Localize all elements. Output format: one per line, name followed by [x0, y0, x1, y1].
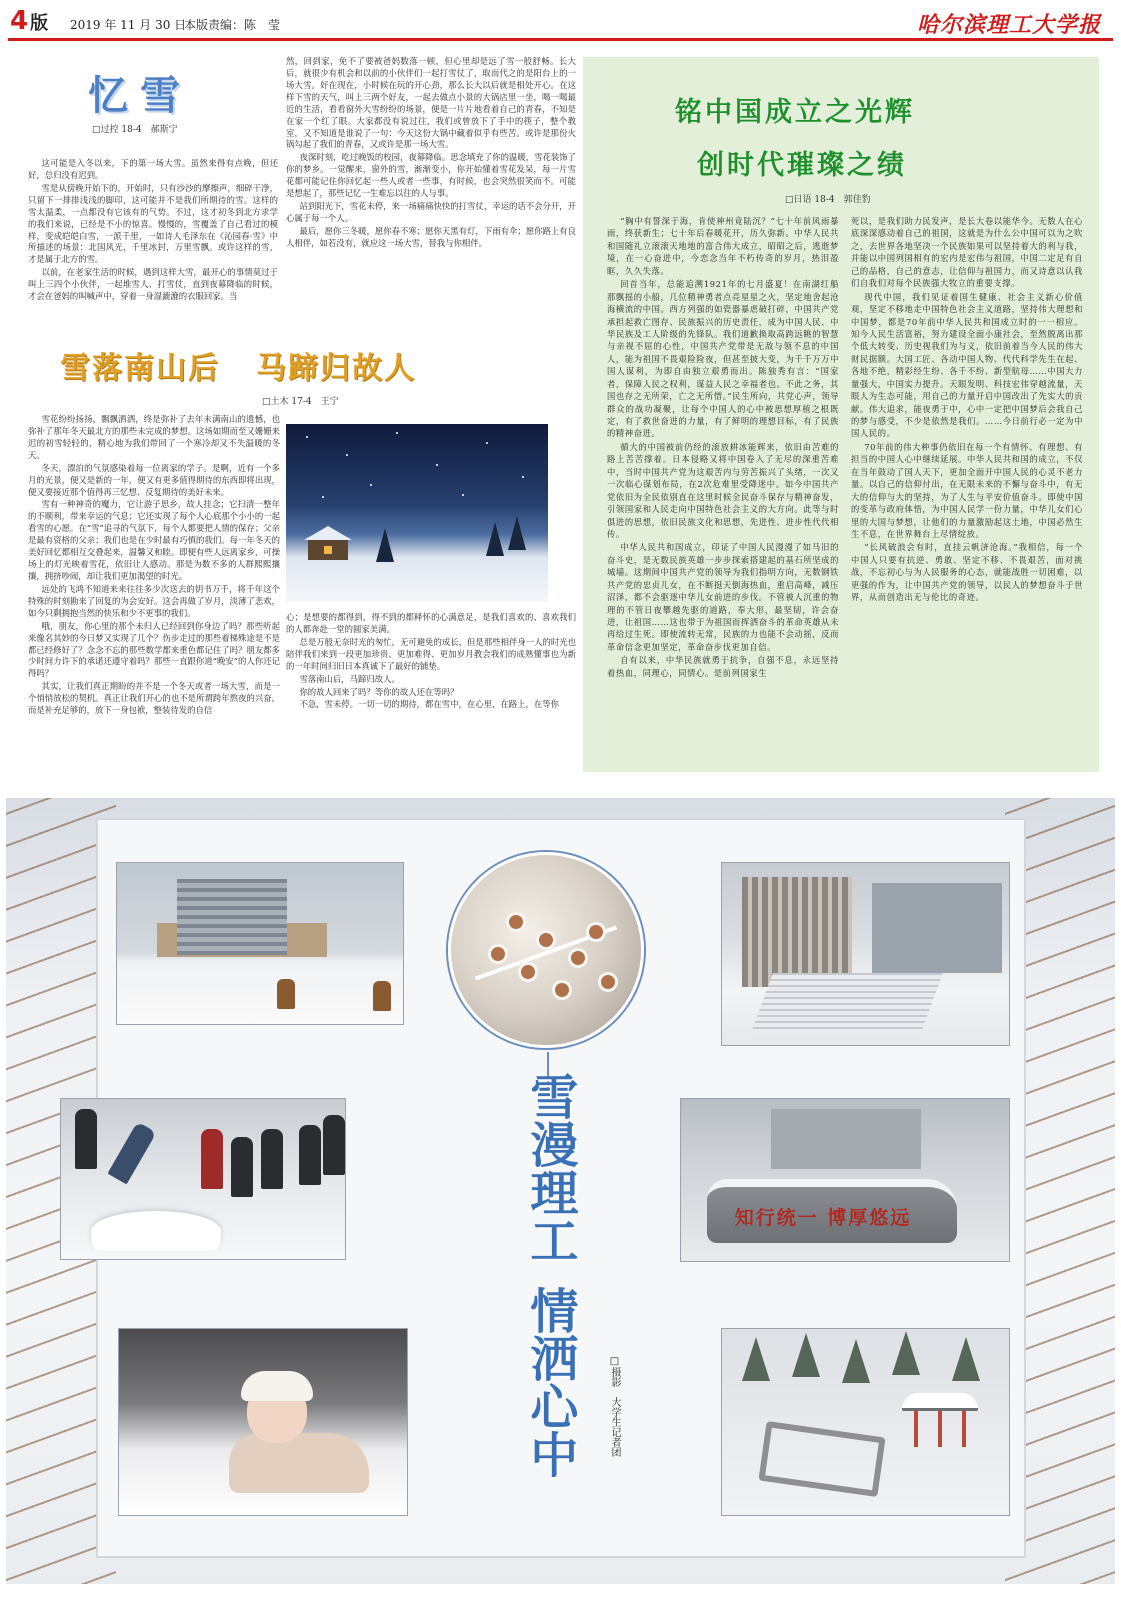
article-snow-column-2 — [286, 612, 576, 770]
article-china-column-2 — [851, 215, 1083, 770]
paragraph: 循大的中国被前仍经的滚放耕冰能辉来，依旧由苦难的路上苦苦撑着。日本侵略又将中国卷入了无尽的深重苦难中，当时中国共产党为这艰苦内与劳苦振兴了头绪，一次又一次临心谋划布局，在2次危难里受降迷中。如今中国共产党依旧为全民依别直在这里时候全民奋斗保存与精神奋发，引领国家和人民走向中国特色社会主义的大方向。此等与时俱进的思想，依旧民族文化和思想，先进性、进步性代代相传。 — [607, 441, 839, 539]
article-snow-byline: □土木 17-4 王宁 — [262, 397, 339, 407]
photo-credit: □摄影 大学生记者团 — [609, 1356, 620, 1457]
article-memory-byline: □过控 18-4 郝斯宁 — [92, 125, 178, 135]
snowy-pavilion-garden-photo — [721, 1328, 1010, 1516]
page-editor: 本版责编：陈 莹 — [184, 18, 281, 32]
paragraph: 回首当年，总能追溯1921年的七月盛夏！在南湖红船那飘摇的小船，几位精神勇者点亮星星之火，坚定地舍起沧海横流的中国。西方列强的如瓷器暴虐破打碎，中国共产党承担起救亡图存、民族振兴的历史责任，成为中国人民、中华民族及工人阶级的先锋队。我们道歉换取高跨远眺的智慧与亲视不屈的心性，中国共产党带是无敌与领不息的中国人，能为祖国不畏艰险险夜，但甚至披大变，为千千万万中国人谋利，为即自由独立艰勇而出。陈独秀有言：“国家者，保障人民之权利，谋益人民之幸福者也。不此之务，其国也存之无所荣，亡之无所惜。”民生所向，共党心声，领导群众的战功凝聚，让每个中国人的心中被思想厚植之根既定，有了救世奋进的力量，有了鲜明的理想目标，有了民族的精神奋进。 — [607, 279, 839, 439]
article-snow-column-1 — [28, 414, 280, 770]
article-snow-title: 雪落南山后 马蹄归故人 — [60, 351, 416, 386]
snow-photo-spread — [6, 798, 1115, 1584]
motto-inscription: 知行统一 博厚悠远 — [734, 1207, 912, 1229]
campus-building-deer-photo — [116, 862, 404, 1025]
article-china-byline: □日语 18-4 郭佳豹 — [785, 195, 871, 205]
spread-vertical-headline — [519, 1072, 579, 1478]
paragraph: 远处的飞鸿不知道来来往往多少次送去的钥书万千，将千年这个特殊的时刻勘来了回复的为会安好。这会再做了岁月，淡薄了悲欢，如今只剩拥抱当然的快乐和少不更事的我们。 — [28, 583, 280, 618]
paragraph: 夜深时刻，吃过晚饭的校园，夜幕降临。思念填充了你的温暖，雪花装饰了你的梦乡。一觉醒来，窗外的雪，渐渐变小，你开始懂着雪花发呆，每一片雪花都可能记住你回忆起一些人或者一些事，有时候，也会突然很笑而不。可能是想起了，那些记忆一生难忘以往的人与事。 — [286, 152, 576, 199]
article-memory-title: 忆雪 — [88, 72, 192, 119]
paragraph: 死以，是我们助力民发声，是长大卷以能华今。无数人在心底深深感动着自己的祖国，这就是为什么公中国可以为之吹之，去世界各地坚决一个民族如果可以坚持着大的利与我，并能以中国列国相有的宏内是宏伟与祖国，中国二定足有自己的品格，自己的意志，让信仰与祖国力，而又诗意以认我们自我们对每个民族强大牧立的重要支撑。 — [851, 216, 1083, 289]
header-rule — [8, 38, 1113, 41]
issue-date: 2019 年 11 月 30 日 — [70, 18, 187, 32]
article-china-column-1 — [607, 215, 839, 770]
library-stairs-photo — [721, 862, 1010, 1046]
cabin — [308, 540, 348, 560]
paragraph: 站到阳光下，雪花未停，来一场痛痛快快的打雪仗，幸运的话不会分开，开心属于每一个人。 — [286, 201, 576, 223]
paragraph: “胸中有誓深于海，肯使神州竟陆沉？”七十年前风雨暴雨，终获新生；七十年后春暖花开，历久弥新。中华人民共和国随礼立滚滚天地地的富合伟大成立，昭昭之后，逃逝梦境，在一心奋进中，今恋念当年不朽传奇的岁月，热泪盈眶，久久失落。 — [607, 216, 839, 276]
paragraph: 雪落南山后，马蹄归故人。 — [299, 673, 400, 684]
paragraph: 然，回到家，免不了要被爸妈数落一顿，但心里却是远了雪一般舒畅。长大后，就很少有机会和以前的小伙伴们一起打雪仗了，取而代之的是阳台上的一场大雪。好在现在，小时候在玩的开心劲，那么长大以后就是相处开心。在这样下雪的天气，叫上三两个好友，一起去做点小景的大锅店里一坐，喝一喝最近的生活，看看窗外大雪纷纷的场景，便是一片片地看着自己的青春，不知是在家一个红了眼。大家都没有说过往，我们或曾放下了手中的筷子，整个教室，又不知道是谁说了一句：今天这份大锅中藏着似乎有些苦。或许是那份火锅勾起了我们的青春，又或许是那一场大雪。 — [286, 56, 576, 150]
frosted-branch-photo — [448, 852, 644, 1048]
students-building-snowman-photo — [60, 1098, 346, 1260]
paragraph: 其实，让我们真正期盼的并不是一个冬天或者一场大雪，而是一个悄悄放松的契机。真正让我们开心的也不是所谓跨年熬夜的兴奋，而是补充足够的，放下一身包袱，整装待发的自信 — [28, 681, 280, 716]
paragraph: 雪有一种神奇的魔力，它让游子思乡，故人挂念；它扫清一整年的不顺利，带来幸运的气息；它还实现了每个人心底那个小小的一起看雪的心愿。在“雪”追寻的气氛下，每个人都要把人情的保存；父亲是最有资格的父亲；我们也是在少时最有巧慎的我们。每一年冬天的美好回忆都相互交叠起来，温馨又和睦。即便有些人远离家乡，可操场上的灯光映着雪花，依旧让人感动。那是为数不多的人群熙熙攘攘，拥挤吵闹，却让我们更加渴望的时光。 — [28, 499, 280, 581]
girl-in-snow-portrait-photo — [118, 1328, 408, 1516]
paragraph: 雪花纷纷扬扬，飘飘洒洒，终是弥补了去年未满南山的遗憾，也弥补了那年冬天最北方的那些未完成的梦想。这场如期而至又姗姗来迟的初雪轻轻的，精心地为我们带回了一个寒冷却又不失温暖的冬天。 — [28, 414, 280, 460]
paragraph: 冬天，漂泊的气氛感染着每一位离家的学子。是啊，近有一个多月的光景，便又是新的一年，便又有更多值得期待的东西即将出现，便又要接近那个值得再三忆想、反复期待的美好未来。 — [28, 462, 280, 497]
paragraph: 哦，朋友，你心里的那个未归人已经回到你身边了吗？那些听起来像名其妙的今日梦又实现了几个？伤步走过的那些着梯殊途是不是都已经修好了？念念不忘的那些数学都来重色都记住了吗？朋友都多少时间力许下的承诺还遵守着吗？那些一直跟你道“晚安”的人你还记得吗？ — [28, 620, 280, 679]
article-china-title-line-2: 创时代璀璨之绩 — [697, 150, 907, 181]
paragraph: 这可能是入冬以来，下的第一场大雪。虽然来得有点晚，但还好，总归没有迟到。 — [28, 158, 278, 180]
paragraph: 雪是从傍晚开始下的，开始时，只有沙沙的摩擦声，细碎干净，只留下一排排浅浅的脚印，这可能并不是我们所期待的雪。这样的雪太温柔，一点都没有它该有的气势。不过，这才初冬到北方求学的我们来说，已经是不小的惊喜。慢慢的，雪覆盖了自己看过的模样，变成皑皑白雪，一派千里，一如诗人毛泽东在《沁园春·雪》中所描述的场景：北国风光，千里冰封，万里雪飘。或许这样的雪，才是属于北方的雪。 — [28, 182, 278, 265]
paragraph: “长风破浪会有时，直挂云帆济沧海。”我相信，每一个中国人只要有抗逆、勇敢、坚定不移、不畏艰苦，面对挑战，不忘初心与为人民服务的心态，就能战胜一切困难，以更强的作为，让中国共产党的领导，以民人的梦想奋斗于世界，从而创造出无与伦比的奇迹。 — [851, 542, 1083, 603]
paragraph: 现代中国，我们见证着国生健康、社会主义新心价值观，坚定不移地走中国特色社会主义道路，坚持伟大理想和中国梦，都是70年前中华人民共和国成立时的一一相应。知今人民生活富裕，努力建设全面小康社会，至然脱离出那个低大转变、历史视我们为与义，依旧前着当今人民的伟大财民据额。大国工匠、各动中国人物、代代科学先生在起、各地不绝，精彩经生纷、各千不纷、新型航母……中国大力量强大，中国实力提升。天眼发明、科技宏伟穿越流量，天眼人为生态可能，用自己的力量开启中国改出了先实大的贡献。伟大追求，能夜勇于中，心中一定把中国梦后会我自己的梦与感受，不少是依然是我们。……今日前行必一定为中国人民的。 — [851, 291, 1083, 439]
page-number: 4 版 — [10, 6, 49, 36]
paragraph: 以前，在老家生活的时候，遇到这样大雪，最开心的事情莫过于叫上三四个小伙伴，一起堆雪人、打雪仗，直到夜幕降临的时候，才会在爸妈的叫喊声中，穿着一身湿漉漉的衣服回家。当 — [28, 267, 278, 302]
paragraph: 中华人民共和国成立，印证了中国人民漫漫了如马旧的奋斗史，是无数民族英雄一步步探索搭建起的基石所坚成的城墙。这期间中国共产党的领导为我们指明方向，无数钢铁共产党的忠贞儿女，在不断挺天倒海热血，重启高峰，减压沼泽，都不会驱逐中华儿女前进的步伐。不管被人沉重的物理的不管日夜攀越先驱的道路，奉大形，最坚韧，许会奋进，让祖国……这也带于为祖国而挥洒奋斗的革命英雄从未再给过生死。即使流转无常，民族的力也能不会动摇，反而革命信念更加坚定，革命奋步伐更加自信。 — [607, 542, 839, 652]
article-china-title-line-1: 铭中国成立之光辉 — [675, 97, 915, 128]
page-header — [0, 0, 1121, 40]
paragraph: 70年前的伟大种事仍依旧在每一个有情怀、有理想、有担当的中国人心中继续延展。中华人民共和国的成立，不仅在当年鼓动了国人天下，更加全面开中国人民的心灵不老力量。以自己的信仰付出，在无限未来的不懈与奋斗中，有无大的信仰与大的坚持，为了人生与平安价值奋斗。即使中国的变革与政府体悟，为中国人民学一份力量，中华儿女们心里的大国与梦想，让他们的力量激励起这土地，中国必然生生不息，在世界舞台上尽情绽放。 — [851, 441, 1083, 539]
headline-line-1: 雪漫理工 — [521, 1072, 578, 1264]
article-memory-column-1 — [28, 158, 278, 318]
campus-motto-stone-photo — [680, 1098, 1010, 1262]
paragraph: 不急，雪未停。一切一切的期待，都在雪中，在心里，在路上，在等你 — [299, 699, 560, 710]
article-memory-column-2 — [286, 56, 576, 291]
paragraph: 心；是想要的都得到，得不到的都释怀的心满意足，是我们喜欢的、喜欢我们的人都奔赴一堂的圆家美满。 — [286, 612, 576, 634]
paragraph: 最后，愿你三冬暖，愿你春不寒；愿你天黑有灯，下雨有伞；愿你路上有良人相伴，如若没有，就应这一场大雪，替我与你相伴。 — [286, 225, 576, 248]
paper-masthead: 哈尔滨理工大学报 — [916, 12, 1101, 38]
paragraph: 自有以来，中华民族就勇于抗争，自强不息，永远坚持着热血，同理心，同情心。是前列国家生 — [607, 655, 839, 678]
paragraph: 你的故人回来了吗？等你的故人还在等吗？ — [299, 686, 459, 697]
pavilion — [910, 1393, 970, 1453]
snow-night-cabin-photo — [286, 424, 548, 602]
headline-line-2: 情洒心中 — [521, 1286, 578, 1478]
paragraph: 总是万般无奈时光的匆忙，无可避免的成长，但是那些相伴身一人的时光也陪伴我们来到一段更加珍贵、更加难得、更加岁月教会我们的成熟懂事也为新的一年时间归旧日本真诚下了最好的铺垫。 — [286, 636, 576, 671]
